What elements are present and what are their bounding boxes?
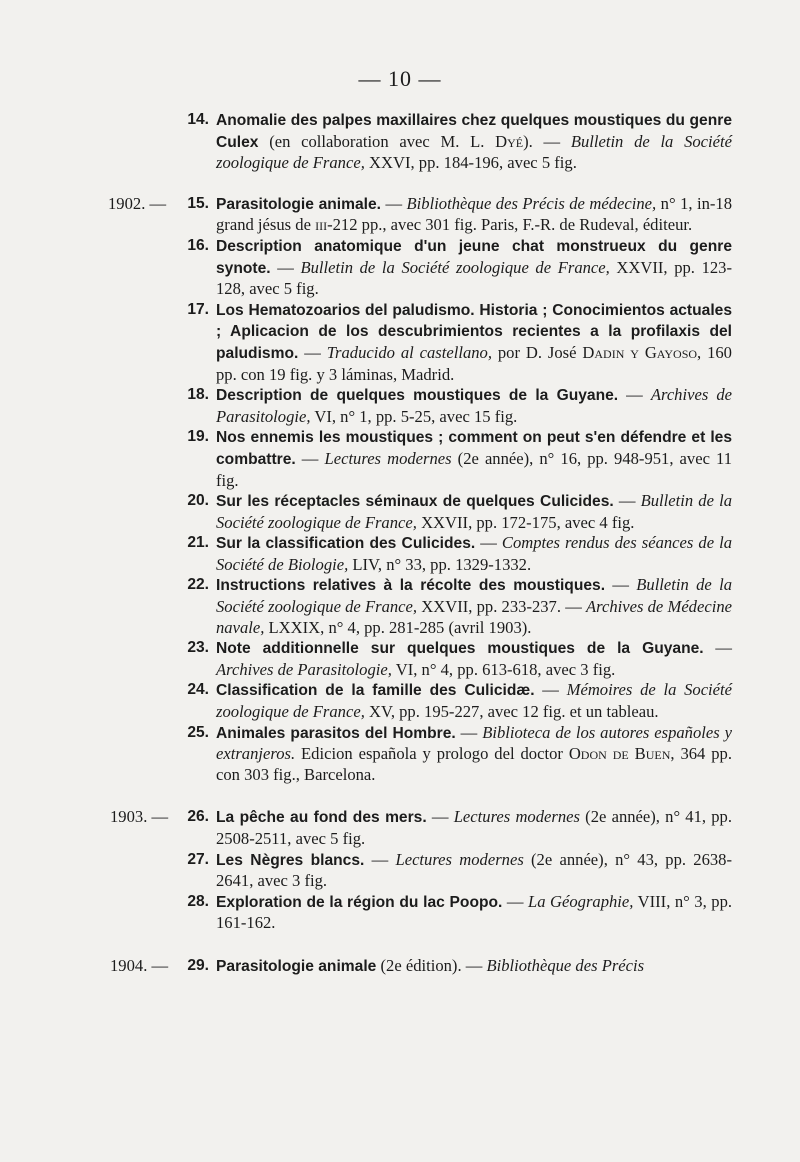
author-name: Dyé bbox=[495, 131, 524, 151]
entry-text: LXXIX, n° 4, pp. 281-285 (avril 1903). bbox=[264, 617, 532, 637]
journal-title: Archives de Parasitologie, bbox=[216, 385, 733, 426]
entry-number: 25. bbox=[187, 723, 209, 741]
journal-title: Comptes rendus des séances de la Société de Biologie, bbox=[216, 533, 732, 574]
entry-number: 17. bbox=[187, 300, 209, 318]
entry-title: Parasitologie animale bbox=[216, 957, 377, 975]
entry-text: — bbox=[381, 193, 407, 213]
entry-text: (2e année), n° 41, pp. 2508-2511, avec 5 fig. bbox=[216, 807, 732, 848]
entry-22 bbox=[187, 575, 732, 638]
entry-title: La pêche au fond des mers. bbox=[216, 809, 427, 827]
entry-text: , 364 pp. con 303 fig., Barcelona. bbox=[216, 744, 732, 784]
journal-title: Lectures modernes bbox=[453, 807, 580, 827]
entry-29 bbox=[110, 955, 732, 978]
year-label: 1902. — bbox=[108, 193, 167, 213]
author-name: Odon de Buen bbox=[568, 744, 671, 764]
entry-19 bbox=[187, 427, 732, 491]
entry-text: — bbox=[295, 448, 325, 468]
entry-text: por D. José bbox=[491, 342, 583, 362]
entry-text: — bbox=[534, 680, 567, 700]
entry-21 bbox=[187, 533, 732, 575]
entry-number: 24. bbox=[187, 681, 209, 699]
entry-text: VI, n° 4, pp. 613-618, avec 3 fig. bbox=[391, 659, 616, 679]
entry-16 bbox=[187, 236, 732, 300]
entry-text: — bbox=[703, 638, 732, 658]
year-label: 1904. — bbox=[110, 955, 169, 975]
entry-20 bbox=[187, 491, 733, 533]
entry-title: Animales parasitos del Hombre. bbox=[216, 724, 456, 742]
entry-number: 28. bbox=[187, 892, 209, 910]
entry-number: 26. bbox=[187, 808, 209, 826]
entry-text: — bbox=[298, 342, 327, 362]
entry-24 bbox=[187, 680, 733, 722]
entry-title: Description de quelques moustiques de la Guyane. bbox=[216, 387, 619, 405]
journal-title: Bibliothèque des Précis de médecine, bbox=[406, 193, 657, 213]
journal-title: La Géographie, bbox=[527, 891, 634, 911]
entry-text: VI, n° 1, pp. 5-25, avec 15 fig. bbox=[310, 406, 518, 426]
entry-26 bbox=[110, 807, 732, 849]
entry-text: n° 1, in-18 grand jésus de bbox=[216, 193, 733, 235]
journal-title: Bulletin de la Société zoologique de France, bbox=[216, 131, 732, 173]
entry-25 bbox=[187, 722, 732, 786]
entry-text: — bbox=[426, 807, 454, 827]
entry-text: XV, pp. 195-227, avec 12 fig. et un tableau. bbox=[364, 702, 659, 722]
entry-title: Los Hematozoarios del paludismo. Historia ; Conocimientos actuales ; Aplicacion de los descubrimientos recientes a la profilaxis del paludismo. bbox=[216, 301, 732, 362]
entry-text: XXVII, pp. 123-128, avec 5 fig. bbox=[216, 257, 732, 299]
author-name: Dadin y Gayoso bbox=[582, 342, 698, 362]
journal-title: Lectures modernes bbox=[324, 448, 452, 468]
entry-title: Classification de la famille des Culicidæ. bbox=[216, 682, 535, 700]
entry-text: -212 pp., avec 301 fig. Paris, F.-R. de Rudeval, éditeur. bbox=[327, 215, 693, 235]
entry-title: Anomalie des palpes maxillaires chez quelques moustiques du genre Culex bbox=[216, 112, 732, 151]
entry-text: VIII, n° 3, pp. 161-162. bbox=[216, 891, 733, 933]
year-label: 1903. — bbox=[110, 807, 169, 827]
entry-text: — bbox=[502, 891, 528, 911]
entry-14 bbox=[187, 110, 732, 174]
entry-23 bbox=[187, 638, 732, 680]
journal-title: Bulletin de la Société zoologique de France, bbox=[216, 575, 732, 617]
journal-title: Archives de Parasitologie, bbox=[216, 659, 392, 679]
entry-text: — bbox=[364, 849, 396, 869]
entry-text: — bbox=[605, 575, 637, 595]
entry-number: 14. bbox=[187, 111, 209, 128]
journal-title: Mémoires de la Société zoologique de France, bbox=[216, 680, 733, 722]
entry-18 bbox=[187, 385, 733, 427]
entry-number: 27. bbox=[187, 850, 209, 868]
entry-title: Exploration de la région du lac Poopo. bbox=[216, 893, 503, 911]
entry-number: 29. bbox=[187, 956, 209, 974]
entry-number: 15. bbox=[187, 194, 209, 212]
entry-text: XXVII, pp. 233-237. — bbox=[417, 597, 586, 617]
entry-number: 19. bbox=[187, 428, 209, 446]
entry-text: XXVII, pp. 172-175, avec 4 fig. bbox=[416, 512, 635, 532]
journal-title: Lectures modernes bbox=[395, 849, 524, 869]
entry-text: (2e année), n° 16, pp. 948-951, avec 11 fig. bbox=[216, 448, 732, 490]
entry-text: — bbox=[270, 257, 301, 277]
entry-number: 23. bbox=[187, 639, 209, 657]
entry-number: 18. bbox=[187, 386, 209, 404]
entry-27 bbox=[187, 849, 732, 892]
entry-title: Parasitologie animale. bbox=[216, 195, 381, 213]
entry-text: (2e année), n° 43, pp. 2638-2641, avec 3 fig. bbox=[216, 849, 732, 891]
entry-text: , 160 pp. con 19 fig. y 3 láminas, Madrid. bbox=[216, 342, 732, 384]
author-name: iii bbox=[315, 215, 328, 235]
entry-title: Sur les réceptacles séminaux de quelques Culicides. bbox=[216, 493, 614, 511]
entry-title: Description anatomique d'un jeune chat monstrueux du genre synote. bbox=[216, 237, 732, 277]
entry-text: Edicion española y prologo del doctor bbox=[295, 744, 569, 764]
journal-title: Bibliothèque des Précis bbox=[486, 955, 645, 975]
page-number: — 10 — bbox=[358, 66, 442, 91]
bibliography-list bbox=[0, 110, 800, 978]
entry-text: — bbox=[618, 385, 651, 405]
journal-title: Archives de Médecine navale, bbox=[216, 597, 732, 637]
entry-text: LIV, n° 33, pp. 1329-1332. bbox=[348, 554, 532, 574]
entry-text: — bbox=[613, 491, 641, 511]
entry-number: 21. bbox=[187, 534, 209, 552]
entry-title: Instructions relatives à la récolte des moustiques. bbox=[216, 577, 606, 595]
entry-number: 20. bbox=[187, 492, 209, 510]
journal-title: Bulletin de la Société zoologique de France, bbox=[216, 491, 733, 532]
entry-text: XXVI, pp. 184-196, avec 5 fig. bbox=[364, 153, 577, 173]
entry-number: 22. bbox=[187, 576, 209, 594]
entry-title: Sur la classification des Culicides. bbox=[216, 535, 476, 553]
journal-title: Bulletin de la Société zoologique de France, bbox=[300, 257, 610, 277]
entry-title: Note additionnelle sur quelques moustiques de la Guyane. bbox=[216, 640, 704, 658]
journal-title: Traducido al castellano, bbox=[326, 342, 492, 362]
journal-title: Biblioteca de los autores españoles y extranjeros. bbox=[216, 722, 732, 764]
entry-17 bbox=[187, 300, 732, 385]
entry-number: 16. bbox=[187, 236, 209, 254]
entry-title: Nos ennemis les moustiques ; comment on peut s'en défendre et les combattre. bbox=[216, 429, 732, 468]
entry-text: ). — bbox=[523, 131, 571, 151]
entry-text: (2e édition). — bbox=[376, 955, 487, 975]
entry-text: (en collaboration avec M. L. bbox=[258, 131, 496, 151]
entry-title: Les Nègres blancs. bbox=[216, 851, 365, 869]
entry-text: — bbox=[455, 722, 483, 742]
entry-text: — bbox=[475, 533, 502, 553]
entry-15 bbox=[108, 193, 733, 236]
entry-28 bbox=[187, 891, 733, 934]
